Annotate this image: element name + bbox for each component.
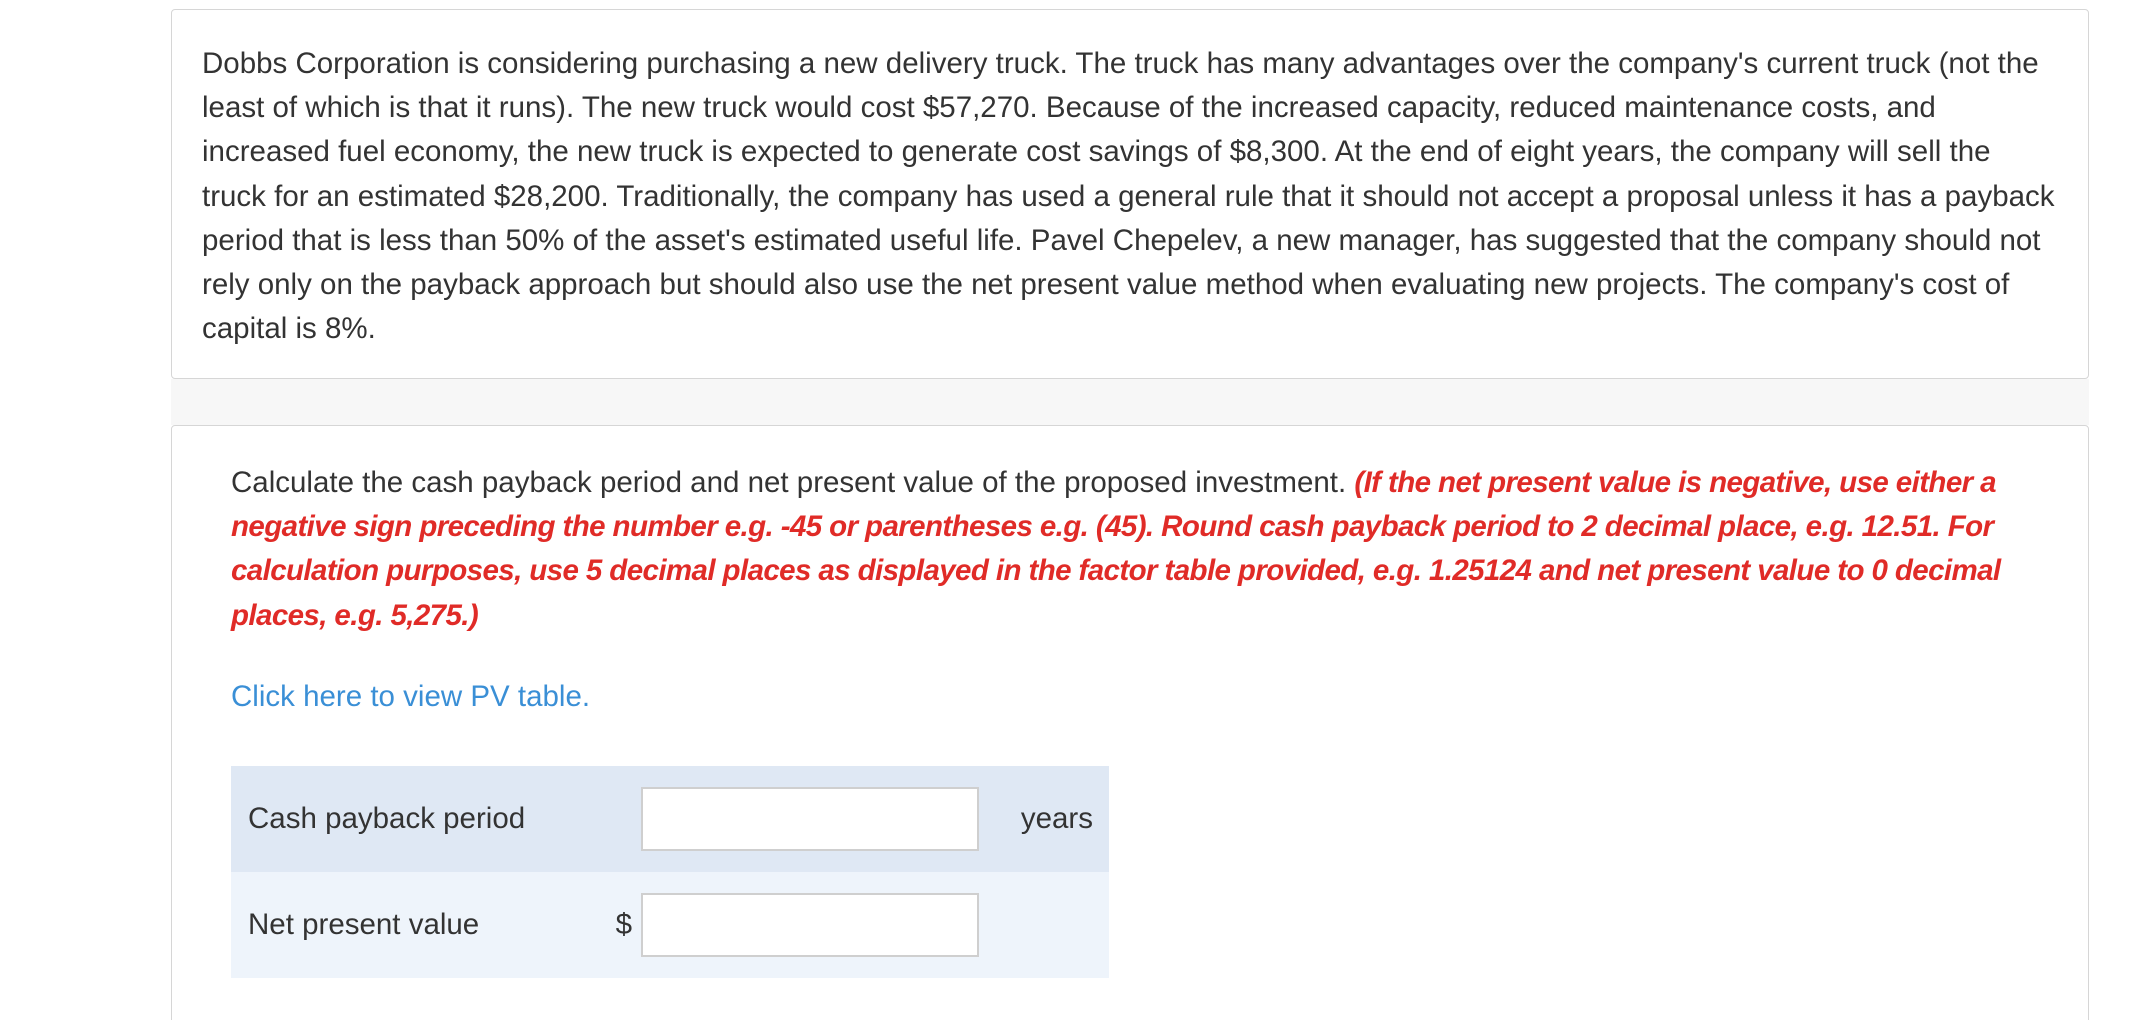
- npv-input[interactable]: [641, 893, 979, 957]
- payback-unit: years: [1020, 802, 1093, 835]
- npv-label: Net present value: [248, 908, 480, 941]
- answer-row-payback: [231, 766, 1109, 872]
- answer-row-npv: [231, 872, 1109, 978]
- problem-text: Dobbs Corporation is considering purchasing a new delivery truck. The truck has many advantages over the company's current truck (not the least of which is that it runs). The new truck would cost $57,270. Because of the increased capacity, reduced maintenance costs, and increased fuel economy, the new truck is expected to generate cost savings of $8,300. At the end of eight years, the company will sell the truck for an estimated $28,200. Traditionally, the company has used a general rule that it should not accept a proposal unless it has a payback period that is less than 50% of the asset's estimated useful life. Pavel Chepelev, a new manager, has suggested that the company should not rely only on the payback approach but should also use the net present value method when evaluating new projects. The company's cost of capital is 8%.: [202, 47, 2055, 346]
- question-prompt: Calculate the cash payback period and net present value of the proposed investment.: [231, 466, 1347, 499]
- question-instruction: (If the net present value is negative, use either a negative sign preceding the number e.g. -45 or parentheses e.g. (45). Round cash payback period to 2 decimal place, e.g. 12.51. For calculation purposes, use 5 decimal places as displayed in the factor table provided, e.g. 1.25124 and net present value to 0 decimal places, e.g. 5,275.): [231, 466, 2001, 632]
- problem-card: [171, 9, 2089, 379]
- card-separator: [171, 379, 2089, 425]
- question-text: [231, 461, 2030, 638]
- payback-label: Cash payback period: [248, 802, 526, 835]
- answer-table: [231, 766, 1109, 978]
- pv-table-link[interactable]: Click here to view PV table.: [231, 679, 591, 713]
- npv-currency-symbol: $: [615, 908, 632, 941]
- npv-input-cell: [640, 872, 980, 978]
- payback-prefix: [589, 766, 640, 872]
- npv-unit: [980, 872, 1109, 978]
- question-card: [171, 425, 2089, 1020]
- payback-input-cell: [640, 766, 980, 872]
- payback-input[interactable]: [641, 787, 979, 851]
